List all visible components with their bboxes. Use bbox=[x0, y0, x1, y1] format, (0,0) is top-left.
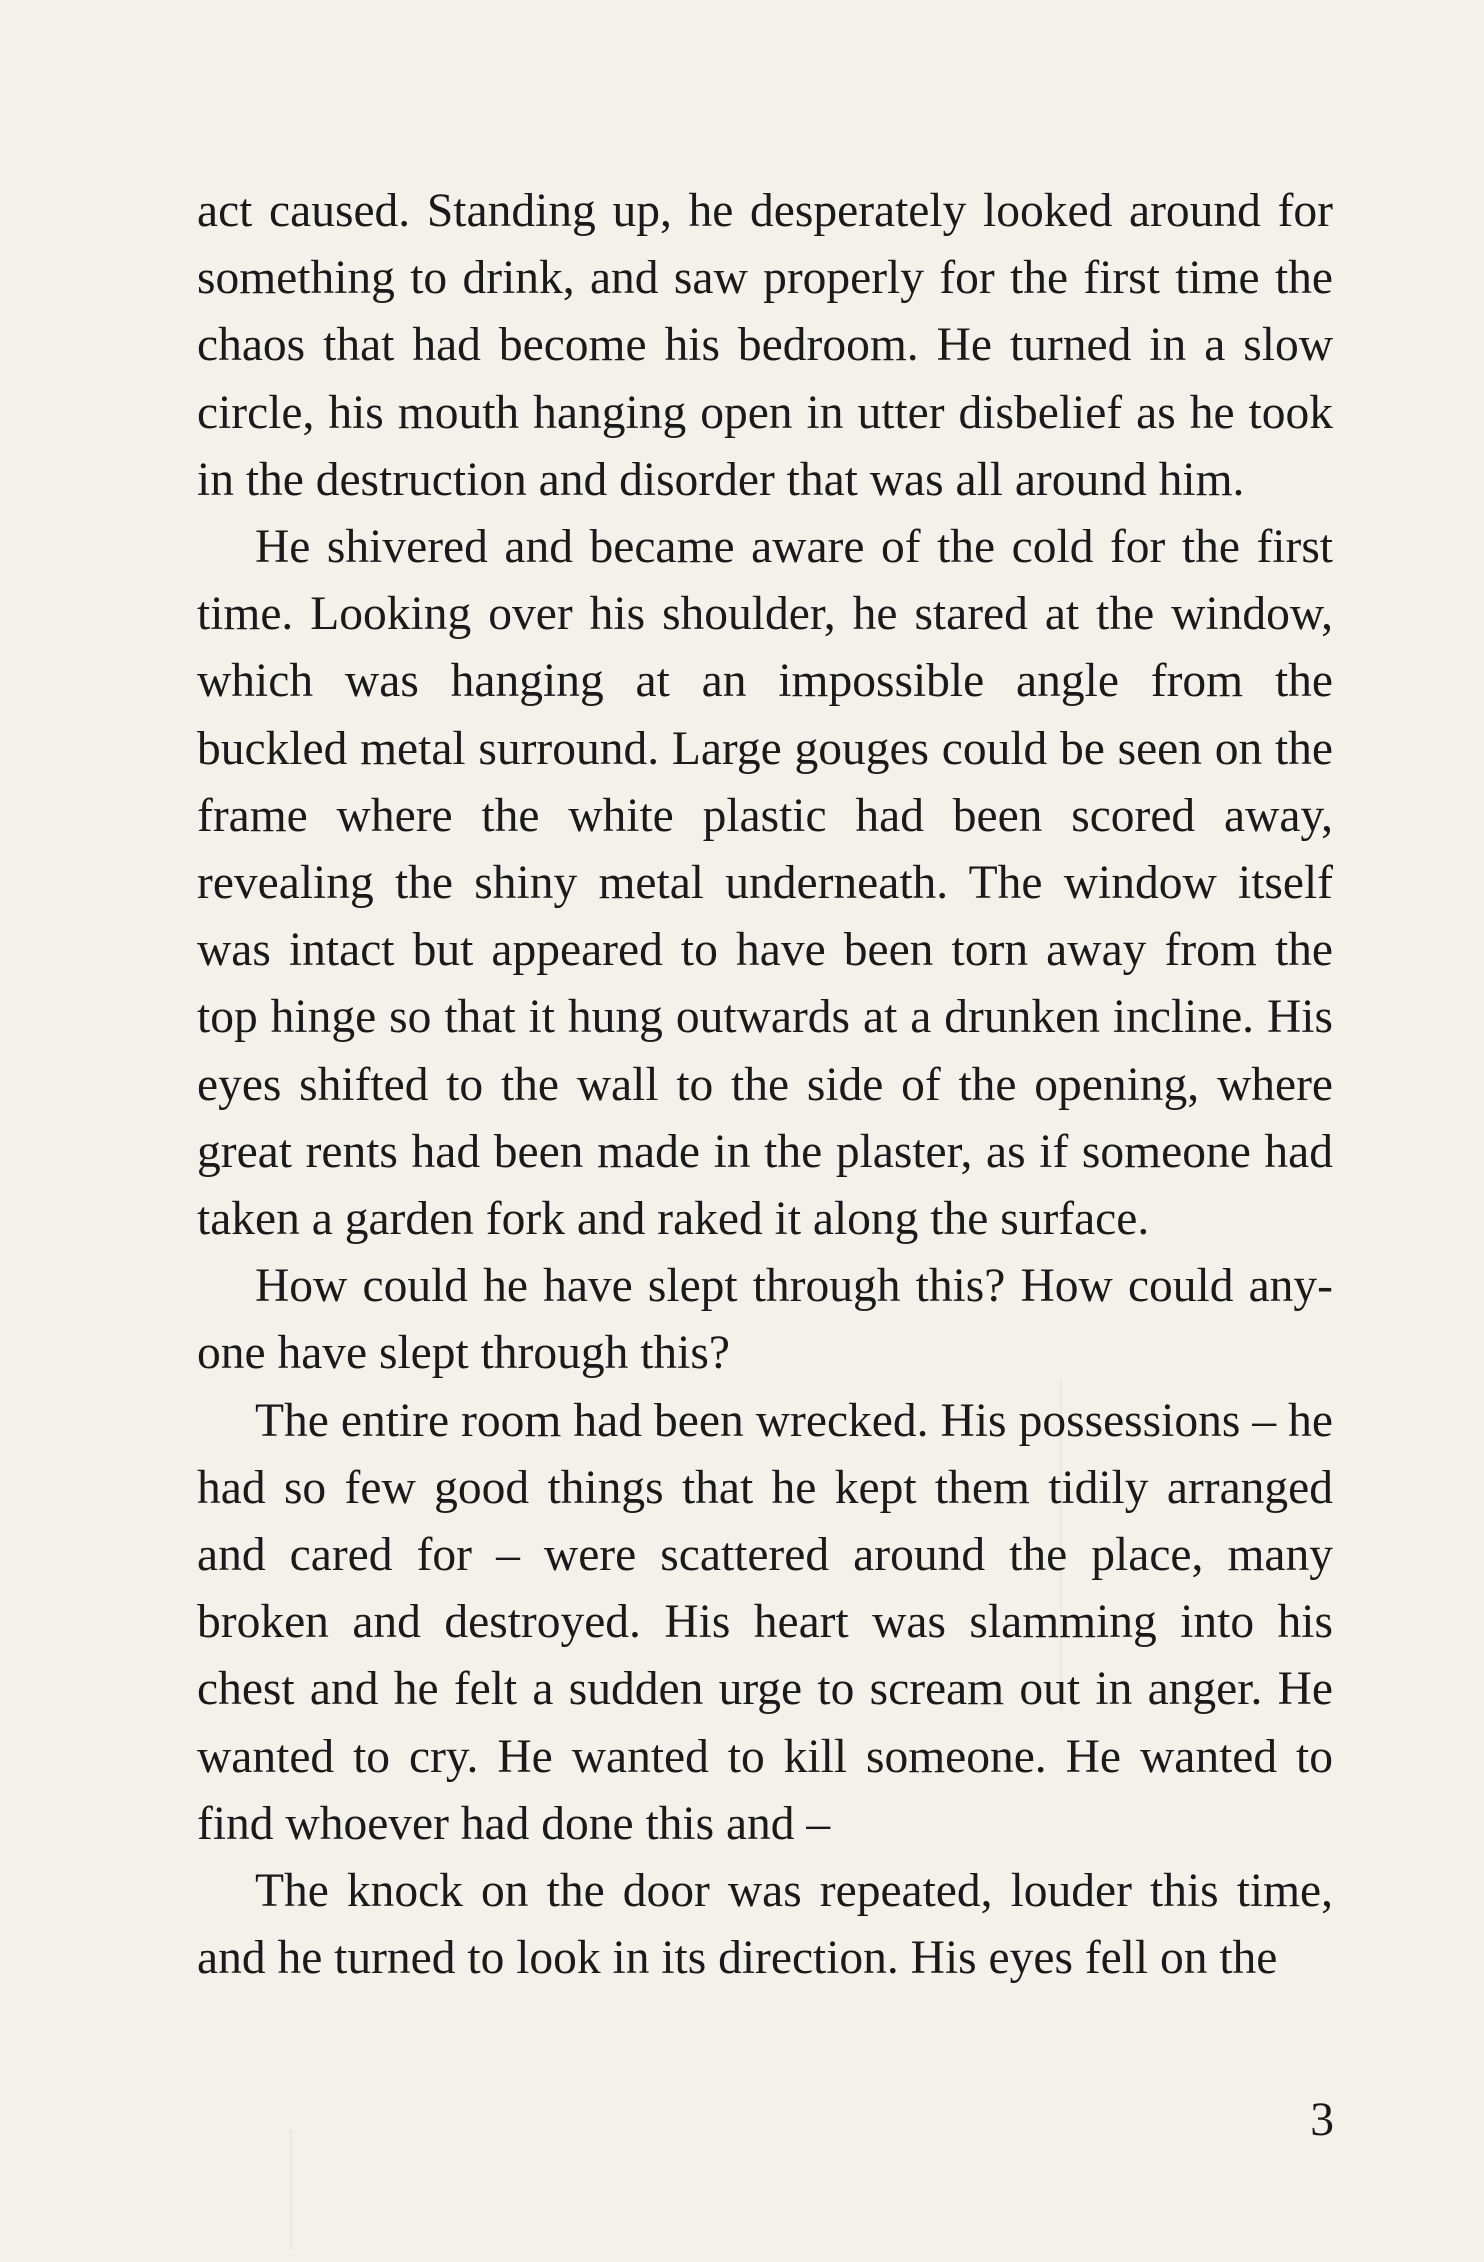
paragraph: The knock on the door was repeated, louder this time, and he turned to look in its direction. His eyes fell on the bbox=[197, 1865, 1333, 1985]
body-text bbox=[197, 178, 1333, 1992]
paragraph: act caused. Standing up, he desperately looked around for something to drink, and saw properly for the first time the chaos that had become his bedroom. He turned in a slow circle, his mouth hanging open in utter disbelief as he took in the destruction and disorder that was all around him. bbox=[197, 185, 1333, 506]
page-number: 3 bbox=[1310, 2094, 1334, 2146]
paragraph: The entire room had been wrecked. His possessions – he had so few good things that he kept them tidily arranged and cared for – were scattered around the place, many broken and destroyed. His heart was slamming into his chest and he felt a sudden urge to scream out in anger. He wanted to cry. He wanted to kill someone. He wanted to find whoever had done this and – bbox=[197, 1394, 1333, 1850]
paper-show-through-mark bbox=[290, 2130, 292, 2250]
paragraph: He shivered and became aware of the cold for the first time. Looking over his shoulder, he stared at the window, which was hanging at an impossible angle from the buckled metal surround. Large gouges could be seen on the frame where the white plastic had been scored away, revealing the shiny metal underneath. The window itself was intact but appeared to have been torn away from the top hinge so that it hung outwards at a drunken incline. His eyes shifted to the wall to the side of the opening, where great rents had been made in the plaster, as if someone had taken a garden fork and raked it along the surface. bbox=[197, 521, 1333, 1246]
paragraph: How could he have slept through this? How could any-one have slept through this? bbox=[197, 1260, 1333, 1380]
